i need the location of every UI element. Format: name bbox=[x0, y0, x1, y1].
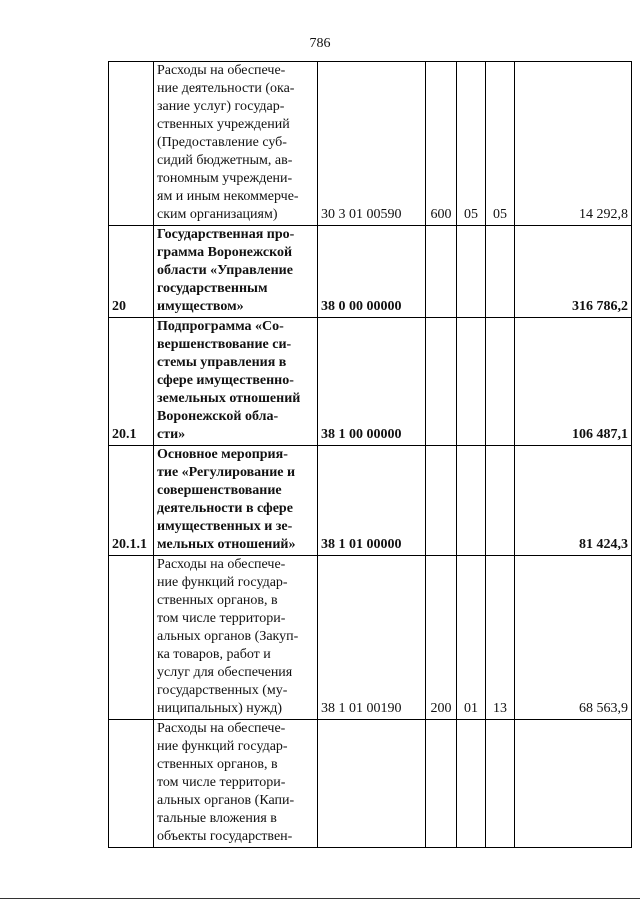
name-line: мельных отношений» bbox=[157, 537, 296, 552]
row-name-cell bbox=[154, 318, 318, 446]
expense-type-code-cell: 600 bbox=[426, 62, 457, 226]
row-name-cell bbox=[154, 720, 318, 848]
subsection-code-cell: 05 bbox=[486, 62, 515, 226]
row-number-cell bbox=[109, 720, 154, 848]
section-code-cell bbox=[457, 446, 486, 556]
target-article-code-cell: 38 0 00 00000 bbox=[318, 226, 426, 318]
subsection-code-cell: 13 bbox=[486, 556, 515, 720]
row-name-cell bbox=[154, 226, 318, 318]
name-line: имущественных и зе- bbox=[157, 519, 293, 534]
section-code-cell bbox=[457, 318, 486, 446]
subsection-code-cell bbox=[486, 446, 515, 556]
expense-type-code-cell bbox=[426, 226, 457, 318]
table-row bbox=[109, 226, 632, 318]
expense-type-code-cell bbox=[426, 446, 457, 556]
row-number-cell bbox=[109, 62, 154, 226]
name-line: тономным учреждени- bbox=[157, 171, 293, 186]
expense-type-code-cell bbox=[426, 318, 457, 446]
amount-cell: 81 424,3 bbox=[515, 446, 632, 556]
table-row bbox=[109, 446, 632, 556]
name-line: области «Управление bbox=[157, 263, 293, 278]
name-line: ние функций государ- bbox=[157, 739, 288, 754]
row-name-cell bbox=[154, 446, 318, 556]
name-line: сти» bbox=[157, 427, 186, 442]
expense-type-code-cell bbox=[426, 720, 457, 848]
amount-cell bbox=[515, 720, 632, 848]
subsection-code-cell bbox=[486, 318, 515, 446]
name-line: альных органов (Закуп- bbox=[157, 629, 299, 644]
name-line: стемы управления в bbox=[157, 355, 287, 370]
name-line: совершенствование bbox=[157, 483, 282, 498]
name-line: Воронежской обла- bbox=[157, 409, 279, 424]
name-line: ственных органов, в bbox=[157, 757, 278, 772]
section-code-cell: 05 bbox=[457, 62, 486, 226]
budget-table bbox=[108, 61, 632, 848]
name-line: (Предоставление суб- bbox=[157, 135, 287, 150]
target-article-code-cell: 38 1 01 00190 bbox=[318, 556, 426, 720]
name-line: земельных отношений bbox=[157, 391, 301, 406]
name-line: ниципальных) нужд) bbox=[157, 701, 282, 716]
table-row bbox=[109, 556, 632, 720]
name-line: Государственная про- bbox=[157, 227, 295, 242]
table-row bbox=[109, 62, 632, 226]
target-article-code-cell: 38 1 00 00000 bbox=[318, 318, 426, 446]
name-line: Основное мероприя- bbox=[157, 447, 288, 462]
target-article-code-cell: 38 1 01 00000 bbox=[318, 446, 426, 556]
name-line: тие «Регулирование и bbox=[157, 465, 296, 480]
name-line: государственных (му- bbox=[157, 683, 288, 698]
name-line: вершенствование си- bbox=[157, 337, 292, 352]
amount-cell: 316 786,2 bbox=[515, 226, 632, 318]
amount-cell: 106 487,1 bbox=[515, 318, 632, 446]
name-line: государственным bbox=[157, 281, 268, 296]
name-line: том числе территори- bbox=[157, 611, 286, 626]
row-number-cell bbox=[109, 556, 154, 720]
name-line: ям и иным некоммерче- bbox=[157, 189, 299, 204]
name-line: ние функций государ- bbox=[157, 575, 288, 590]
subsection-code-cell bbox=[486, 226, 515, 318]
subsection-code-cell bbox=[486, 720, 515, 848]
name-line: объекты государствен- bbox=[157, 829, 293, 844]
table-row bbox=[109, 318, 632, 446]
name-line: ка товаров, работ и bbox=[157, 647, 271, 662]
amount-cell: 14 292,8 bbox=[515, 62, 632, 226]
name-line: сидий бюджетным, ав- bbox=[157, 153, 293, 168]
table-row bbox=[109, 720, 632, 848]
name-line: ственных органов, в bbox=[157, 593, 278, 608]
row-name-cell bbox=[154, 556, 318, 720]
name-line: услуг для обеспечения bbox=[157, 665, 293, 680]
name-line: Расходы на обеспече- bbox=[157, 63, 286, 78]
target-article-code-cell bbox=[318, 720, 426, 848]
name-line: ние деятельности (ока- bbox=[157, 81, 295, 96]
name-line: ственных учреждений bbox=[157, 117, 290, 132]
row-number-cell: 20.1.1 bbox=[109, 446, 154, 556]
amount-cell: 68 563,9 bbox=[515, 556, 632, 720]
target-article-code-cell: 30 3 01 00590 bbox=[318, 62, 426, 226]
name-line: Подпрограмма «Со- bbox=[157, 319, 284, 334]
section-code-cell: 01 bbox=[457, 556, 486, 720]
row-number-cell: 20 bbox=[109, 226, 154, 318]
name-line: альных органов (Капи- bbox=[157, 793, 295, 808]
budget-table-body bbox=[109, 62, 632, 848]
name-line: том числе территори- bbox=[157, 775, 286, 790]
name-line: Расходы на обеспече- bbox=[157, 557, 286, 572]
name-line: зание услуг) государ- bbox=[157, 99, 285, 114]
expense-type-code-cell: 200 bbox=[426, 556, 457, 720]
row-number-cell: 20.1 bbox=[109, 318, 154, 446]
section-code-cell bbox=[457, 720, 486, 848]
section-code-cell bbox=[457, 226, 486, 318]
name-line: деятельности в сфере bbox=[157, 501, 293, 516]
scan-edge-line bbox=[0, 898, 640, 899]
page-number: 786 bbox=[309, 36, 331, 51]
name-line: имуществом» bbox=[157, 299, 244, 314]
name-line: сфере имущественно- bbox=[157, 373, 294, 388]
name-line: ским организациям) bbox=[157, 207, 278, 222]
name-line: тальные вложения в bbox=[157, 811, 277, 826]
name-line: Расходы на обеспече- bbox=[157, 721, 286, 736]
name-line: грамма Воронежской bbox=[157, 245, 293, 260]
row-name-cell bbox=[154, 62, 318, 226]
